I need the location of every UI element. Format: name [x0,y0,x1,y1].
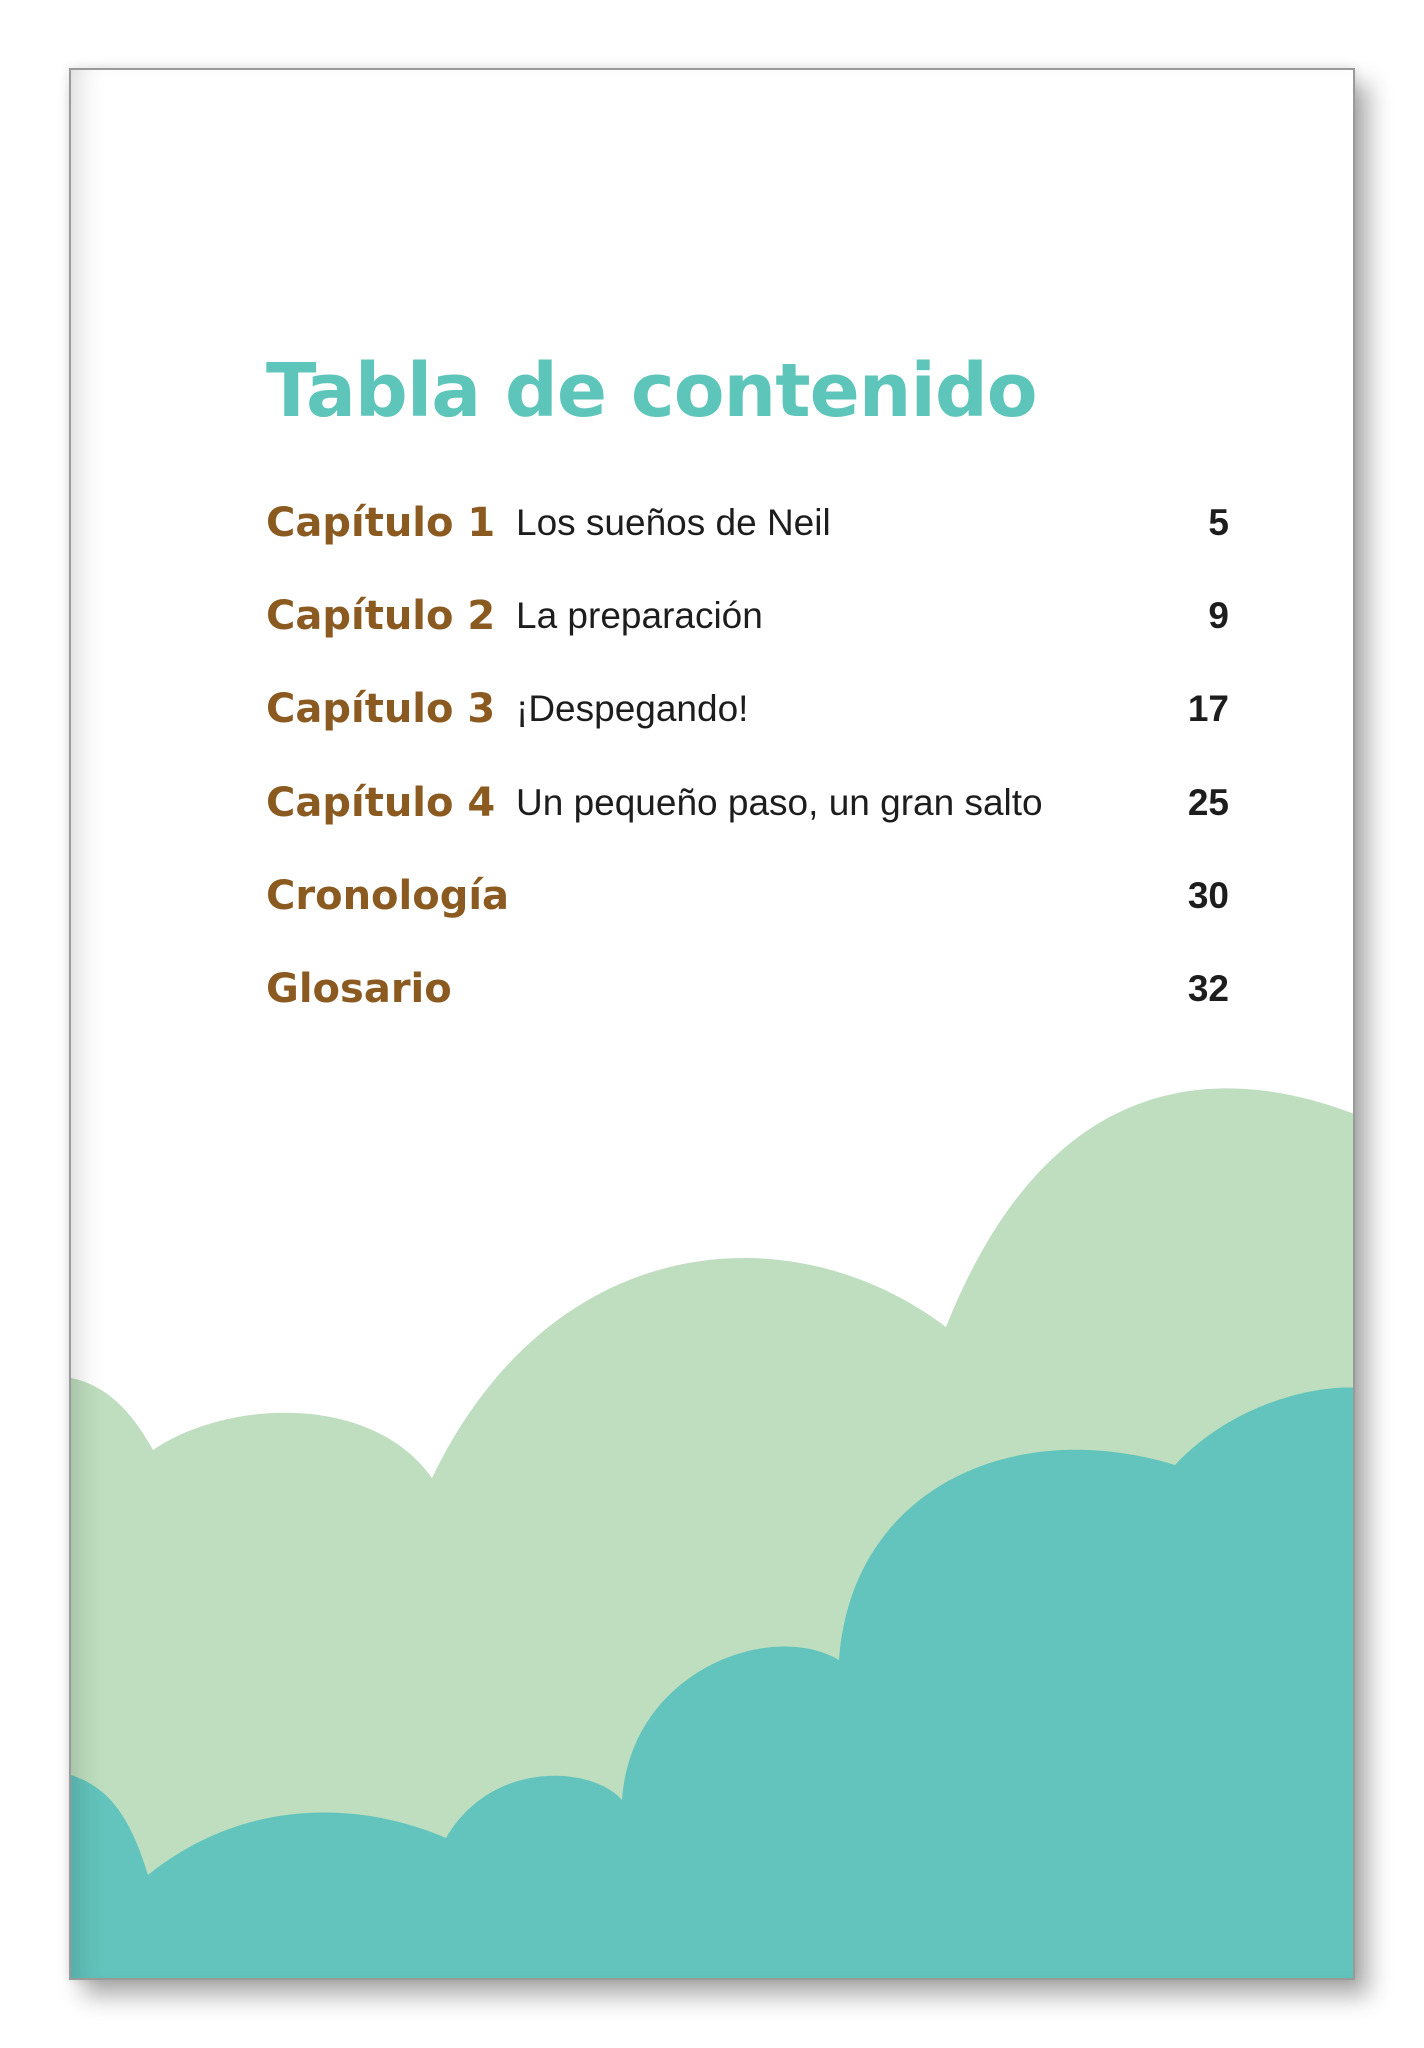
toc-entry-page-number: 5 [1208,502,1229,543]
toc-entry-chapter-2[interactable] [266,593,1229,653]
toc-entry-label: Cronología [266,873,510,919]
toc-entry-chapter-3[interactable] [266,686,1229,746]
book-page [69,68,1355,1980]
toc-entry-glossary[interactable] [266,966,1229,1026]
toc-entry-chapter-4[interactable] [266,780,1229,840]
toc-entry-page-number: 25 [1187,782,1229,823]
page-title: Tabla de contenido [266,348,1037,434]
toc-entry-page-number: 32 [1187,968,1229,1009]
toc-entry-subtitle: Un pequeño paso, un gran salto [516,782,1043,823]
toc-entry-label: Capítulo 3 [266,686,496,732]
toc-entry-label: Capítulo 4 [266,780,496,826]
toc-entry-label: Capítulo 1 [266,500,496,546]
toc-entry-page-number: 9 [1208,595,1229,636]
toc-entry-subtitle: Los sueños de Neil [516,502,831,543]
toc-entry-label: Capítulo 2 [266,593,496,639]
toc-entry-timeline[interactable] [266,873,1229,933]
toc-entry-chapter-1[interactable] [266,500,1229,560]
toc-entry-subtitle: La preparación [516,595,763,636]
toc-entry-page-number: 17 [1187,688,1229,729]
toc-entry-page-number: 30 [1187,875,1229,916]
toc-entry-subtitle: ¡Despegando! [516,688,749,729]
toc-entry-label: Glosario [266,966,452,1012]
